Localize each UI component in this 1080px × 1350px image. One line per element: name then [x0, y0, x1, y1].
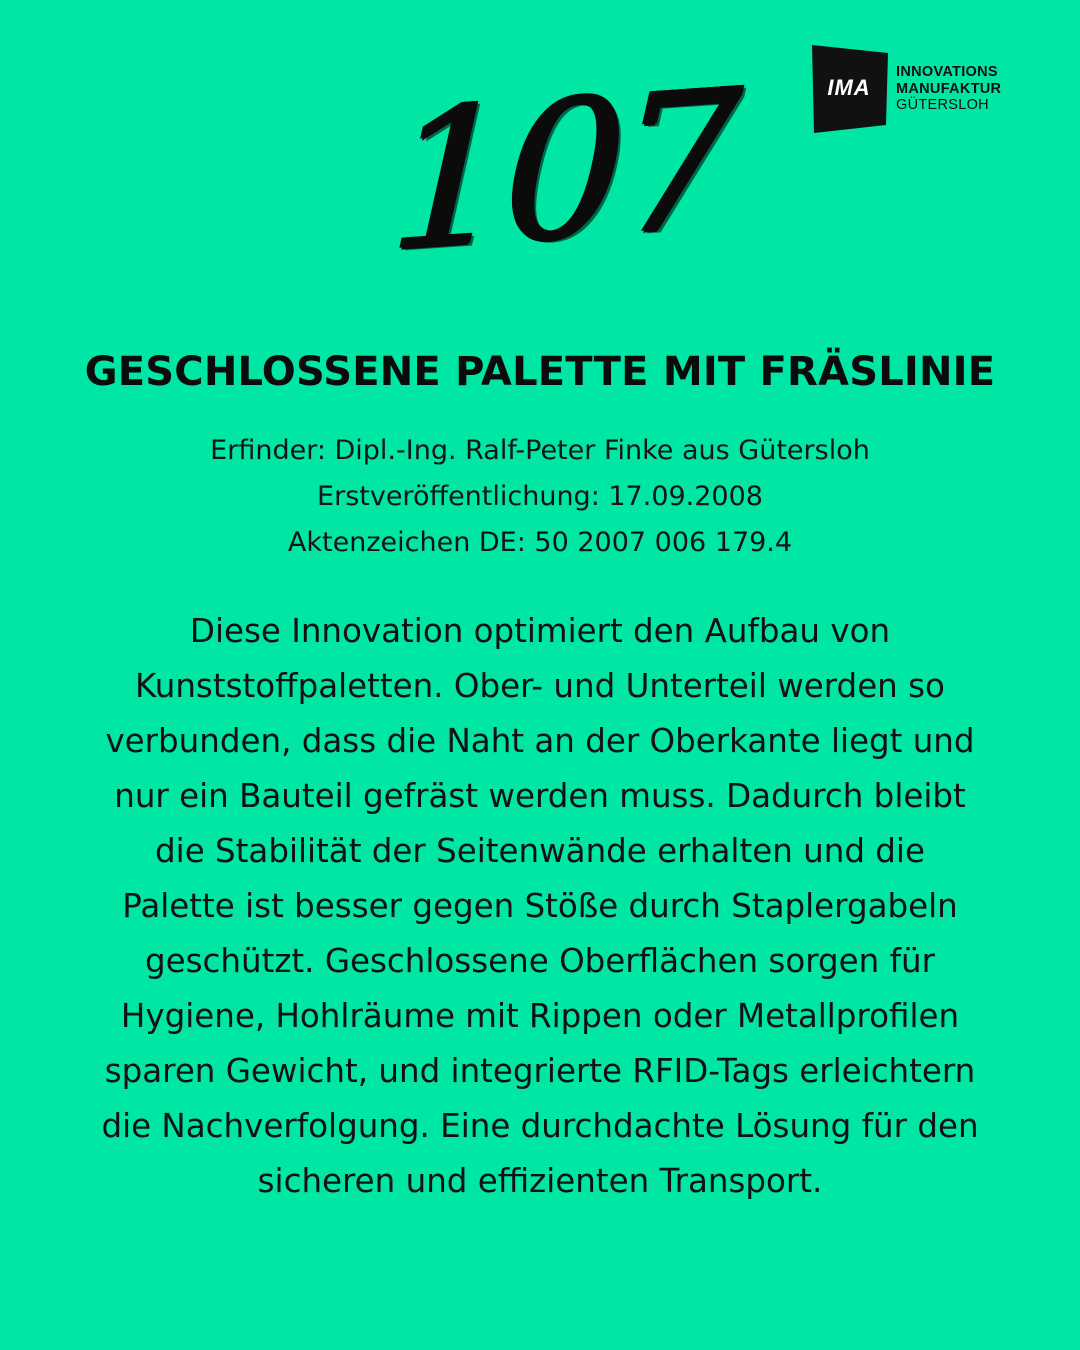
logo-line-1: INNOVATIONS: [896, 64, 998, 81]
page-title: GESCHLOSSENE PALETTE MIT FRÄSLINIE: [84, 349, 996, 395]
first-publication-line: Erstveröffentlichung: 17.09.2008: [317, 481, 763, 512]
description-text: Diese Innovation optimiert den Aufbau von Kunststoffpaletten. Ober- und Unterteil werden so verbunden, dass die Naht an der Oberkante liegt und nur ein Bauteil gefräst werden muss. Dadurch bleibt die Stabilität der Seitenwände erhalten und die Palette ist besser gegen Stöße durch Staplergabeln geschützt. Geschlossene Oberflächen sorgen für Hygiene, Hohlräume mit Rippen oder Metallprofilen sparen Gewicht, und integrierte RFID-Tags erleichtern die Nachverfolgung. Eine durchdachte Lösung für den sicheren und effizienten Transport.: [101, 612, 979, 1200]
patent-meta: [0, 428, 1080, 566]
logo-line-2: MANUFAKTUR: [896, 80, 1002, 97]
logo-wordmark: [896, 64, 1001, 114]
logo-badge-label: IMA: [827, 75, 871, 100]
inventor-line: Erfinder: Dipl.-Ing. Ralf-Peter Finke aus Gütersloh: [210, 435, 870, 466]
logo-badge: [810, 45, 888, 133]
patent-number: 107: [386, 47, 739, 294]
ima-logo: [810, 44, 1001, 134]
file-number-line: Aktenzeichen DE: 50 2007 006 179.4: [287, 527, 793, 558]
logo-line-3: GÜTERSLOH: [896, 97, 989, 114]
